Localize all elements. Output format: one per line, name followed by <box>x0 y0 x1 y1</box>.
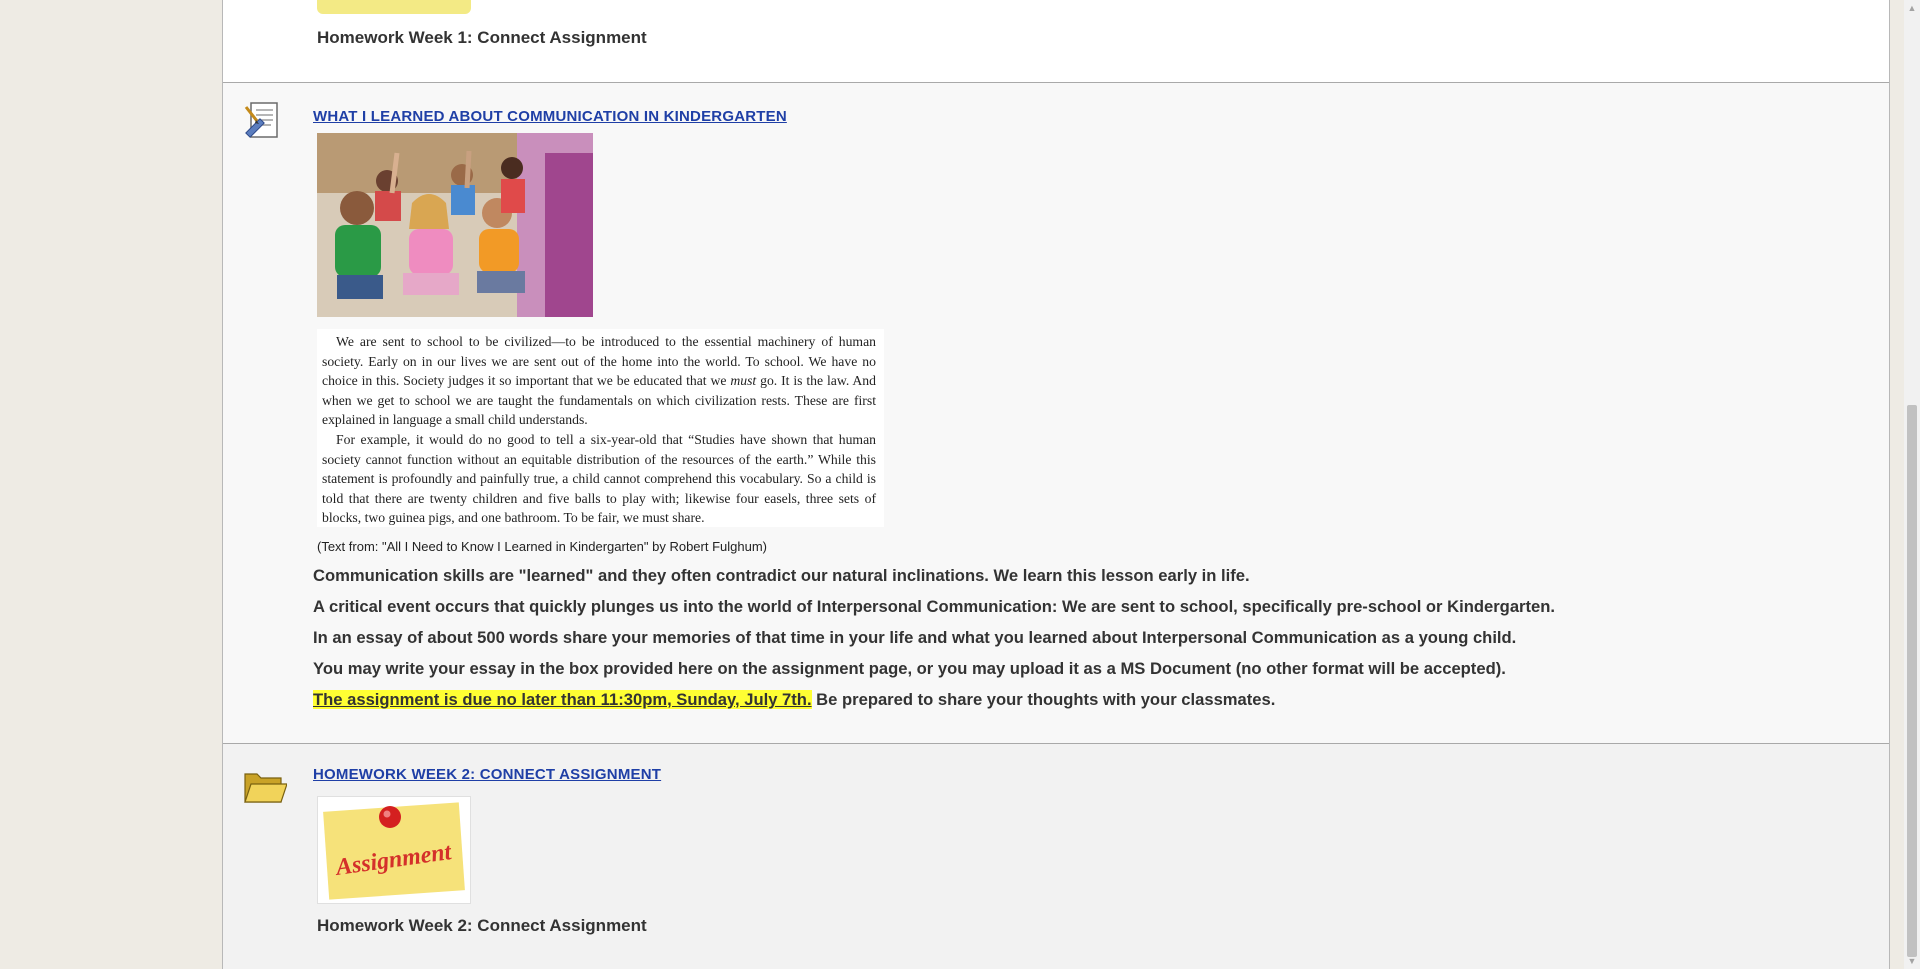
instructions-paragraph-1: Communication skills are "learned" and they often contradict our natural inclinations. We learn this lesson early in life. <box>313 566 1250 585</box>
scroll-down-arrow-icon[interactable]: ▼ <box>1907 956 1917 966</box>
excerpt-paragraph-1: We are sent to school to be civilized—to be introduced to the essential machinery of human society. Early on in our lives we are sent out of the home into the world. To school. We have no choice in this. Society judges it so important that we be educated that we must go. It is the law. And when we get to school we are taught the fundamentals on which civilization rests. These are first explained in language a small child understands. <box>322 334 876 428</box>
assignment-thumbnail <box>317 0 471 14</box>
folder-icon <box>243 764 287 808</box>
homework-week1-caption: Homework Week 1: Connect Assignment <box>317 28 647 47</box>
due-date-highlight: The assignment is due no later than 11:30pm, Sunday, July 7th. <box>313 690 812 709</box>
excerpt-source: (Text from: "All I Need to Know I Learned in Kindergarten" by Robert Fulghum) <box>317 539 767 554</box>
sticky-note-text: Assignment <box>334 839 453 881</box>
excerpt-paragraph-2: For example, it would do no good to tell a six-year-old that “Studies have shown that human society cannot function without an equitable distribution of the resources of the earth.” While this statement is profoundly and painfully true, a child cannot comprehend this vocabulary. So a child is told that there are twenty children and five balls to play with; likewise four easels, three sets of blocks, two guinea pigs, and one bathroom. To be fair, we must share. <box>322 431 876 526</box>
homework-week2-item <box>223 744 1889 969</box>
communication-assignment-item <box>223 83 1889 744</box>
communication-assignment-title-link[interactable]: WHAT I LEARNED ABOUT COMMUNICATION IN KINDERGARTEN <box>313 108 787 125</box>
fulghum-excerpt <box>317 329 884 527</box>
homework-week2-title-link[interactable]: HOMEWORK WEEK 2: CONNECT ASSIGNMENT <box>313 766 662 783</box>
instructions-paragraph-2: A critical event occurs that quickly plunges us into the world of Interpersonal Communication: We are sent to school, specifically pre-school or Kindergarten. <box>313 597 1556 616</box>
scrollbar-thumb[interactable] <box>1907 405 1917 957</box>
instructions-paragraph-3: In an essay of about 500 words share your memories of that time in your life and what you learned about Interpersonal Communication as a young child. <box>313 628 1517 647</box>
due-date-note: Be prepared to share your thoughts with your classmates. <box>811 690 1276 709</box>
kindergarten-classroom-photo <box>317 133 593 317</box>
homework-week2-caption: Homework Week 2: Connect Assignment <box>317 916 647 935</box>
instructions-paragraph-4: You may write your essay in the box provided here on the assignment page, or you may upload it as a MS Document (no other format will be accepted). <box>313 659 1506 678</box>
assignment-sticky-note-image <box>317 796 471 904</box>
assignment-icon <box>243 99 287 143</box>
due-date-paragraph <box>313 690 1275 710</box>
homework-week1-item <box>223 0 1889 83</box>
vertical-scrollbar[interactable] <box>1904 0 1920 969</box>
scroll-up-arrow-icon[interactable]: ▲ <box>1907 3 1917 13</box>
content-area <box>222 0 1890 969</box>
